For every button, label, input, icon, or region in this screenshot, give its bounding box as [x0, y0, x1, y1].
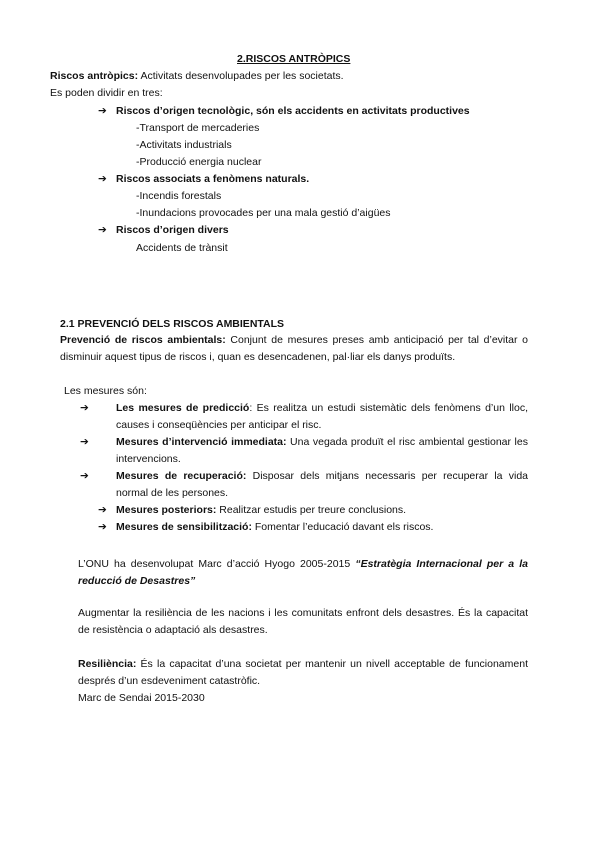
onu-strategy-title: “Estratègia Internacional per a la reducció de Desastres”: [78, 558, 528, 587]
intro-definition: [50, 69, 344, 84]
list-item: -Incendis forestals: [136, 190, 222, 202]
arrow-icon: ➔: [98, 105, 107, 117]
arrow-icon: ➔: [98, 521, 107, 533]
list-item: -Activitats industrials: [136, 139, 232, 151]
resilience-text: És la capacitat d’una societat per mantenir un nivell acceptable de funcionament després d’un esdeveniment catastròfic.: [78, 658, 528, 687]
arrow-icon: ➔: [98, 504, 107, 516]
list-item: -Inundacions provocades per una mala gestió d’aigües: [136, 207, 391, 219]
intro-divide: Es poden dividir en tres:: [50, 87, 163, 99]
measure-text: : Es realitza un estudi sistemàtic dels fenòmens d’un lloc, causes i conseqüències per anticipar el risc.: [116, 402, 528, 431]
measure-recovery: [80, 468, 528, 502]
measure-label: Mesures d’intervenció immediata:: [116, 436, 287, 448]
resilience-definition: [78, 656, 528, 690]
arrow-icon: ➔: [80, 470, 89, 482]
prevention-definition: [60, 332, 528, 366]
measure-label: Mesures de sensibilització:: [116, 521, 252, 533]
measure-intervention: [80, 434, 528, 468]
arrow-icon: ➔: [80, 436, 89, 448]
measure-label: Les mesures de predicció: [116, 402, 250, 414]
resilience-label: Resiliència:: [78, 658, 137, 670]
page-title: 2.RISCOS ANTRÒPICS: [237, 53, 351, 65]
intro-label: Riscos antròpics:: [50, 70, 139, 82]
list-item: -Transport de mercaderies: [136, 122, 260, 134]
prevention-label: Prevenció de riscos ambientals:: [60, 334, 226, 346]
measure-text: Disposar dels mitjans necessaris per recuperar la vida normal de les persones.: [116, 470, 528, 499]
prevention-text: Conjunt de mesures preses amb anticipació per tal d’evitar o disminuir aquest tipus de riscos i, quan es desencadenen, pal·liar els danys produïts.: [60, 334, 529, 363]
onu-paragraph: [78, 556, 528, 590]
arrow-icon: ➔: [98, 173, 107, 185]
resilience-paragraph: Augmentar la resiliència de les nacions i les comunitats enfront dels desastres. És la capacitat de resistència o adaptació als desastres.: [78, 607, 528, 636]
measures-intro: Les mesures són:: [64, 385, 147, 397]
measure-label: Mesures posteriors:: [116, 504, 217, 516]
risk-type-heading: Riscos d’origen tecnològic, són els accidents en activitats productives: [116, 105, 470, 117]
arrow-icon: ➔: [80, 402, 89, 414]
onu-text: L’ONU ha desenvolupat Marc d’acció Hyogo 2005-2015: [78, 558, 356, 570]
sendai-framework: Marc de Sendai 2015-2030: [78, 692, 205, 704]
list-item: Accidents de trànsit: [136, 242, 228, 254]
measure-posterior: [98, 503, 406, 518]
measure-text: Una vegada produït el risc ambiental gestionar les intervencions.: [116, 436, 528, 465]
risk-type-heading: Riscos associats a fenòmens naturals.: [116, 173, 310, 185]
measure-label: Mesures de recuperació:: [116, 470, 247, 482]
list-item: -Producció energia nuclear: [136, 156, 262, 168]
risk-type-heading: Riscos d’origen divers: [116, 224, 229, 236]
risk-type-technological: [98, 104, 470, 119]
intro-text: Activitats desenvolupades per les societats.: [138, 70, 344, 82]
measure-text: Realitzar estudis per treure conclusions.: [216, 504, 407, 516]
arrow-icon: ➔: [98, 224, 107, 236]
risk-type-diverse: [98, 223, 229, 238]
measure-text: Fomentar l’educació davant els riscos.: [251, 521, 434, 533]
measure-awareness: [98, 520, 433, 535]
measure-prediction: [80, 400, 528, 434]
section-heading: 2.1 PREVENCIÓ DELS RISCOS AMBIENTALS: [60, 318, 285, 330]
risk-type-natural: [98, 172, 309, 187]
